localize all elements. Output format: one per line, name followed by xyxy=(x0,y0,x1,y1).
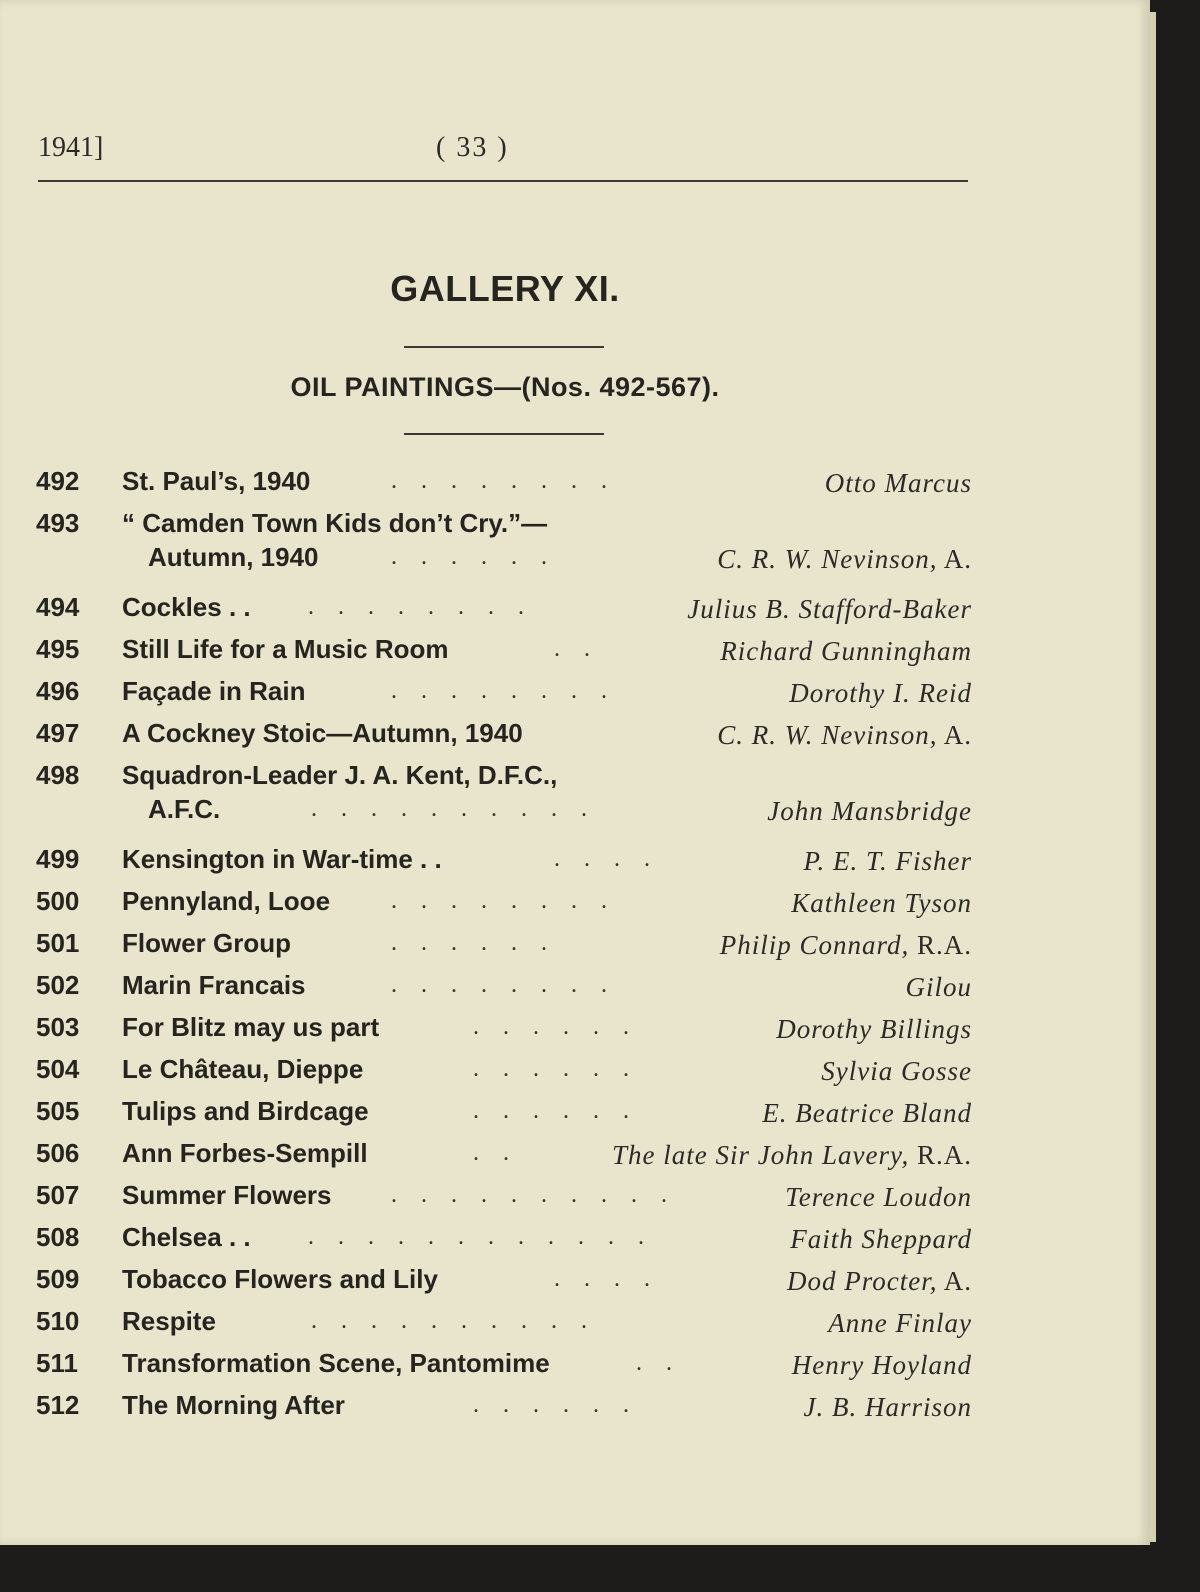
dot-leader: . . xyxy=(554,636,599,662)
catalogue-entry xyxy=(36,676,972,718)
entry-artist: P. E. T. Fisher xyxy=(803,846,972,876)
entry-title: Marin Francais xyxy=(122,970,306,1000)
dot-leader: . . . . . . xyxy=(473,1098,638,1124)
entry-artist: Dod Procter, A. xyxy=(787,1266,972,1296)
entry-title: Summer Flowers xyxy=(122,1180,332,1210)
dot-leader: . . . . . . . . . . xyxy=(311,796,596,822)
entry-number: 509 xyxy=(36,1264,80,1294)
entry-number: 494 xyxy=(36,592,80,622)
entry-title-continued: Autumn, 1940 xyxy=(148,542,319,572)
entry-number: 497 xyxy=(36,718,80,748)
entry-number: 498 xyxy=(36,760,80,790)
entry-artist: Faith Sheppard xyxy=(790,1224,972,1254)
entry-title: Façade in Rain xyxy=(122,676,306,706)
dot-leader: . . xyxy=(473,1140,518,1166)
entry-title: “ Camden Town Kids don’t Cry.”— xyxy=(122,508,548,538)
dot-leader: . . . . . . . . xyxy=(391,468,616,494)
entry-number: 507 xyxy=(36,1180,80,1210)
dot-leader: . . . . . . xyxy=(473,1392,638,1418)
catalogue-entry xyxy=(36,1222,972,1264)
entry-artist: Richard Gunningham xyxy=(720,636,972,666)
page-number: ( 33 ) xyxy=(436,132,509,163)
dot-leader: . . . . . . xyxy=(391,930,556,956)
catalogue-entry xyxy=(36,970,972,1012)
section-rule xyxy=(404,433,604,435)
entry-artist: J. B. Harrison xyxy=(803,1392,972,1422)
catalogue-entry xyxy=(36,1138,972,1180)
gallery-title: GALLERY XI. xyxy=(390,268,620,309)
entry-number: 500 xyxy=(36,886,80,916)
catalogue-entry xyxy=(36,1054,972,1096)
dot-leader: . . . . . . . . . . xyxy=(311,1308,596,1334)
entry-number: 506 xyxy=(36,1138,80,1168)
entry-title: Le Château, Dieppe xyxy=(122,1054,364,1084)
entry-number: 499 xyxy=(36,844,80,874)
entry-artist: Gilou xyxy=(905,972,972,1002)
dot-leader: . . . . . . . . xyxy=(308,594,533,620)
dot-leader: . . . . . . . . xyxy=(391,678,616,704)
entry-title-continued: A.F.C. xyxy=(148,794,221,824)
entry-title: For Blitz may us part xyxy=(122,1012,380,1042)
entry-artist: C. R. W. Nevinson, A. xyxy=(717,544,972,574)
entry-title: Flower Group xyxy=(122,928,291,958)
entry-list xyxy=(36,466,972,1432)
dot-leader: . . . . xyxy=(554,1266,659,1292)
catalogue-entry xyxy=(36,634,972,676)
entry-number: 495 xyxy=(36,634,80,664)
entry-artist: Anne Finlay xyxy=(828,1308,972,1338)
entry-number: 511 xyxy=(36,1348,78,1378)
entry-title: Still Life for a Music Room xyxy=(122,634,449,664)
entry-title: Tulips and Birdcage xyxy=(122,1096,369,1126)
dot-leader: . . . . . . xyxy=(473,1014,638,1040)
dot-leader: . . . . . . xyxy=(473,1056,638,1082)
catalogue-entry xyxy=(36,886,972,928)
catalogue-entry xyxy=(36,718,972,760)
title-rule xyxy=(404,346,604,348)
entry-artist: E. Beatrice Bland xyxy=(762,1098,972,1128)
entry-number: 508 xyxy=(36,1222,80,1252)
section-title: OIL PAINTINGS—(Nos. 492-567). xyxy=(290,372,720,402)
entry-number: 492 xyxy=(36,466,80,496)
entry-title: Squadron-Leader J. A. Kent, D.F.C., xyxy=(122,760,558,790)
dot-leader: . . . . . . . . xyxy=(391,888,616,914)
entry-number: 504 xyxy=(36,1054,80,1084)
dot-leader: . . xyxy=(636,1350,681,1376)
entry-artist: Philip Connard, R.A. xyxy=(719,930,972,960)
entry-title: Transformation Scene, Pantomime xyxy=(122,1348,550,1378)
entry-title: The Morning After xyxy=(122,1390,345,1420)
dot-leader: . . . . . . . . . . . . xyxy=(308,1224,653,1250)
catalogue-entry xyxy=(36,844,972,886)
catalogue-entry xyxy=(36,1390,972,1432)
dot-leader: . . . . xyxy=(554,846,659,872)
entry-title: A Cockney Stoic—Autumn, 1940 xyxy=(122,718,523,748)
entry-number: 502 xyxy=(36,970,80,1000)
header-rule xyxy=(38,180,968,182)
catalogue-entry xyxy=(36,1096,972,1138)
entry-number: 493 xyxy=(36,508,80,538)
catalogue-entry xyxy=(36,1306,972,1348)
page-header xyxy=(38,132,968,172)
dot-leader: . . . . . . . . xyxy=(391,972,616,998)
catalogue-entry xyxy=(36,1012,972,1054)
entry-title: Tobacco Flowers and Lily xyxy=(122,1264,438,1294)
catalogue-entry xyxy=(36,1180,972,1222)
entry-artist: The late Sir John Lavery, R.A. xyxy=(612,1140,972,1170)
entry-artist: Julius B. Stafford-Baker xyxy=(687,594,972,624)
catalogue-entry xyxy=(36,592,972,634)
entry-title: Pennyland, Looe xyxy=(122,886,331,916)
entry-number: 496 xyxy=(36,676,80,706)
entry-number: 505 xyxy=(36,1096,80,1126)
entry-number: 501 xyxy=(36,928,80,958)
entry-artist: Henry Hoyland xyxy=(791,1350,972,1380)
dot-leader: . . . . . . . . . . xyxy=(391,1182,676,1208)
catalogue-entry xyxy=(36,508,972,592)
entry-title: Kensington in War-time . . xyxy=(122,844,442,874)
catalogue-entry xyxy=(36,1264,972,1306)
entry-artist: John Mansbridge xyxy=(767,796,972,826)
entry-number: 503 xyxy=(36,1012,80,1042)
entry-artist: Kathleen Tyson xyxy=(791,888,972,918)
entry-artist: Terence Loudon xyxy=(785,1182,972,1212)
entry-title: Respite xyxy=(122,1306,216,1336)
entry-artist: C. R. W. Nevinson, A. xyxy=(717,720,972,750)
catalogue-entry xyxy=(36,928,972,970)
entry-title: Ann Forbes-Sempill xyxy=(122,1138,368,1168)
catalogue-entry xyxy=(36,760,972,844)
entry-title: St. Paul’s, 1940 xyxy=(122,466,311,496)
entry-artist: Otto Marcus xyxy=(824,468,972,498)
dot-leader: . . . . . . xyxy=(391,544,556,570)
entry-artist: Dorothy I. Reid xyxy=(789,678,972,708)
entry-artist: Sylvia Gosse xyxy=(821,1056,972,1086)
entry-number: 510 xyxy=(36,1306,80,1336)
page-edge xyxy=(1150,12,1156,1542)
entry-number: 512 xyxy=(36,1390,80,1420)
entry-title: Chelsea . . xyxy=(122,1222,251,1252)
header-year: 1941] xyxy=(38,132,104,163)
catalogue-entry xyxy=(36,466,972,508)
entry-title: Cockles . . xyxy=(122,592,251,622)
entry-artist: Dorothy Billings xyxy=(776,1014,972,1044)
catalogue-entry xyxy=(36,1348,972,1390)
